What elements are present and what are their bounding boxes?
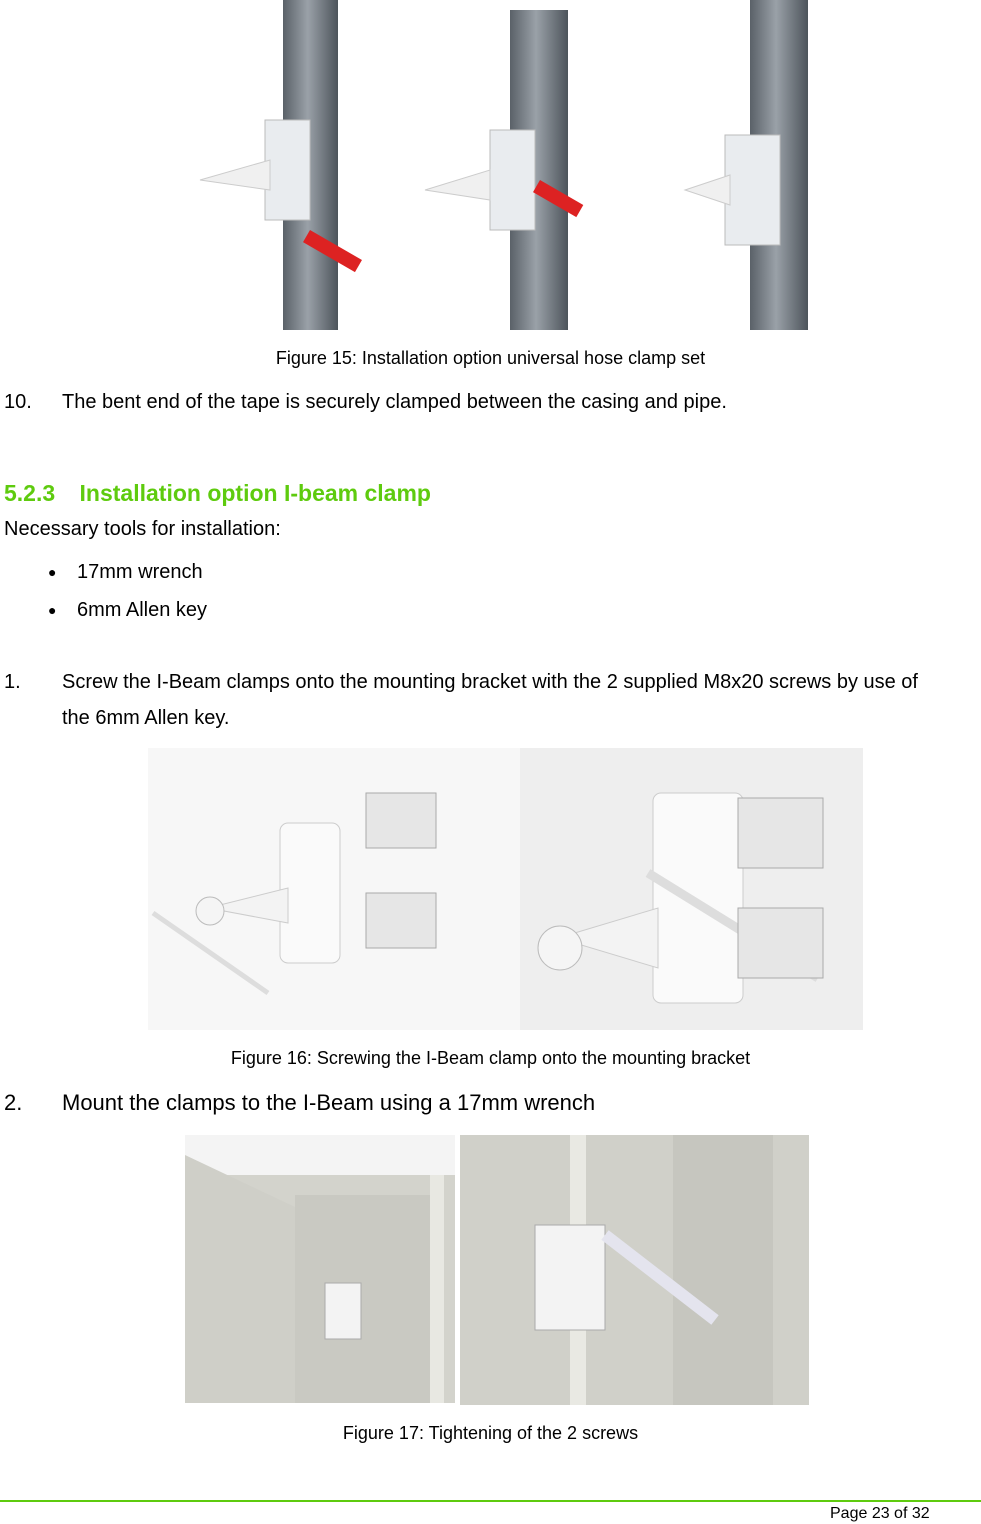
step-text: The bent end of the tape is securely clamped between the casing and pipe.: [62, 391, 727, 413]
step-text-line2: the 6mm Allen key.: [62, 707, 230, 729]
figure-16-image: [148, 748, 863, 1030]
bullet-icon: ●: [48, 564, 57, 580]
step-number: 10.: [4, 391, 32, 413]
figure-15-image: [190, 0, 820, 330]
footer-divider: [0, 1500, 981, 1502]
step-text: Mount the clamps to the I-Beam using a 17mm wrench: [62, 1090, 596, 1115]
tools-intro: Necessary tools for installation:: [4, 518, 281, 540]
bullet-icon: ●: [48, 602, 57, 618]
figure-17-caption: Figure 17: Tightening of the 2 screws: [342, 1423, 639, 1443]
figure-15-caption: Figure 15: Installation option universal hose clamp set: [275, 348, 706, 368]
step-number: 2.: [4, 1090, 23, 1115]
section-title: Installation option I-beam clamp: [79, 480, 431, 506]
figure-17-image: [185, 1135, 809, 1405]
figure-16-caption: Figure 16: Screwing the I-Beam clamp onto the mounting bracket: [230, 1048, 751, 1068]
tool-label: 6mm Allen key: [77, 599, 208, 621]
step-text-line1: Screw the I-Beam clamps onto the mounting bracket with the 2 supplied M8x20 screws by use of: [62, 671, 918, 693]
step-1: [0, 671, 981, 731]
section-number: 5.2.3: [4, 480, 56, 506]
step-number: 1.: [4, 671, 21, 693]
section-heading: [4, 480, 431, 507]
page-number: Page 23 of 32: [830, 1505, 930, 1522]
tool-label: 17mm wrench: [77, 561, 203, 583]
